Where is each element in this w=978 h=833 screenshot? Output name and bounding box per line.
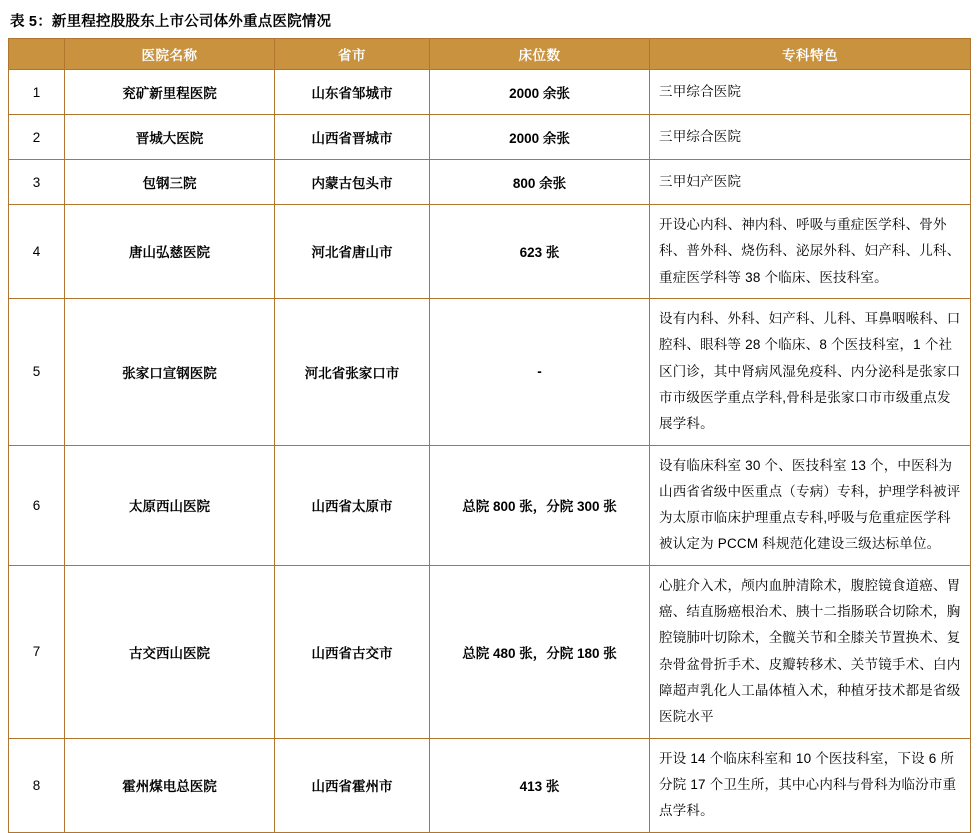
table-header-row: [9, 39, 971, 70]
table-header: [9, 39, 971, 70]
cell-hospital-name: 霍州煤电总医院: [65, 738, 275, 832]
cell-province-city: 山西省太原市: [275, 445, 430, 565]
hospital-table: [8, 38, 971, 833]
cell-index: 8: [9, 738, 65, 832]
table-body: [9, 70, 971, 833]
cell-specialty: 心脏介入术，颅内血肿清除术，腹腔镜食道癌、胃癌、结直肠癌根治术、胰十二指肠联合切除术，胸腔镜肺叶切除术，全髋关节和全膝关节置换术、复杂骨盆骨折手术、皮瓣转移术、关节镜手术、白内障超声乳化人工晶体植入术，种植牙技术都是省级医院水平: [650, 565, 971, 738]
table-row: [9, 70, 971, 115]
column-header-index: [9, 39, 65, 70]
table-row: [9, 565, 971, 738]
column-header-specialty: 专科特色: [650, 39, 971, 70]
cell-specialty: 三甲综合医院: [650, 115, 971, 160]
page-title: 表 5：新里程控股股东上市公司体外重点医院情况: [10, 14, 332, 30]
cell-bed-count: 总院 800 张，分院 300 张: [430, 445, 650, 565]
cell-index: 4: [9, 205, 65, 299]
table-row: [9, 738, 971, 832]
cell-bed-count: 总院 480 张，分院 180 张: [430, 565, 650, 738]
column-header-province-city: 省市: [275, 39, 430, 70]
cell-hospital-name: 兖矿新里程医院: [65, 70, 275, 115]
cell-specialty: 开设心内科、神内科、呼吸与重症医学科、骨外科、普外科、烧伤科、泌尿外科、妇产科、儿科、重症医学科等 38 个临床、医技科室。: [650, 205, 971, 299]
column-header-bed-count: 床位数: [430, 39, 650, 70]
cell-index: 3: [9, 160, 65, 205]
cell-hospital-name: 包钢三院: [65, 160, 275, 205]
cell-province-city: 河北省唐山市: [275, 205, 430, 299]
cell-province-city: 河北省张家口市: [275, 298, 430, 445]
cell-province-city: 山西省霍州市: [275, 738, 430, 832]
cell-bed-count: 800 余张: [430, 160, 650, 205]
cell-specialty: 三甲妇产医院: [650, 160, 971, 205]
cell-specialty: 设有内科、外科、妇产科、儿科、耳鼻咽喉科、口腔科、眼科等 28 个临床、8 个医技科室，1 个社区门诊，其中肾病风湿免疫科、内分泌科是张家口市市级医学重点学科,骨科是张家口市市级重点发展学科。: [650, 298, 971, 445]
cell-hospital-name: 晋城大医院: [65, 115, 275, 160]
cell-bed-count: 623 张: [430, 205, 650, 299]
cell-index: 1: [9, 70, 65, 115]
table-row: [9, 160, 971, 205]
cell-index: 7: [9, 565, 65, 738]
cell-hospital-name: 张家口宣钢医院: [65, 298, 275, 445]
table-row: [9, 205, 971, 299]
table-row: [9, 298, 971, 445]
cell-hospital-name: 唐山弘慈医院: [65, 205, 275, 299]
cell-bed-count: 2000 余张: [430, 70, 650, 115]
cell-specialty: 三甲综合医院: [650, 70, 971, 115]
cell-index: 5: [9, 298, 65, 445]
table-row: [9, 445, 971, 565]
cell-province-city: 内蒙古包头市: [275, 160, 430, 205]
table-row: [9, 115, 971, 160]
cell-specialty: 开设 14 个临床科室和 10 个医技科室，下设 6 所分院 17 个卫生所，其中心内科与骨科为临汾市重点学科。: [650, 738, 971, 832]
cell-index: 6: [9, 445, 65, 565]
cell-province-city: 山西省古交市: [275, 565, 430, 738]
cell-province-city: 山西省晋城市: [275, 115, 430, 160]
cell-hospital-name: 古交西山医院: [65, 565, 275, 738]
cell-hospital-name: 太原西山医院: [65, 445, 275, 565]
cell-specialty: 设有临床科室 30 个、医技科室 13 个，中医科为山西省省级中医重点（专病）专科，护理学科被评为太原市临床护理重点专科,呼吸与危重症医学科被认定为 PCCM 科规范化建设三级达标单位。: [650, 445, 971, 565]
cell-bed-count: -: [430, 298, 650, 445]
column-header-hospital-name: 医院名称: [65, 39, 275, 70]
cell-province-city: 山东省邹城市: [275, 70, 430, 115]
cell-bed-count: 2000 余张: [430, 115, 650, 160]
cell-bed-count: 413 张: [430, 738, 650, 832]
cell-index: 2: [9, 115, 65, 160]
